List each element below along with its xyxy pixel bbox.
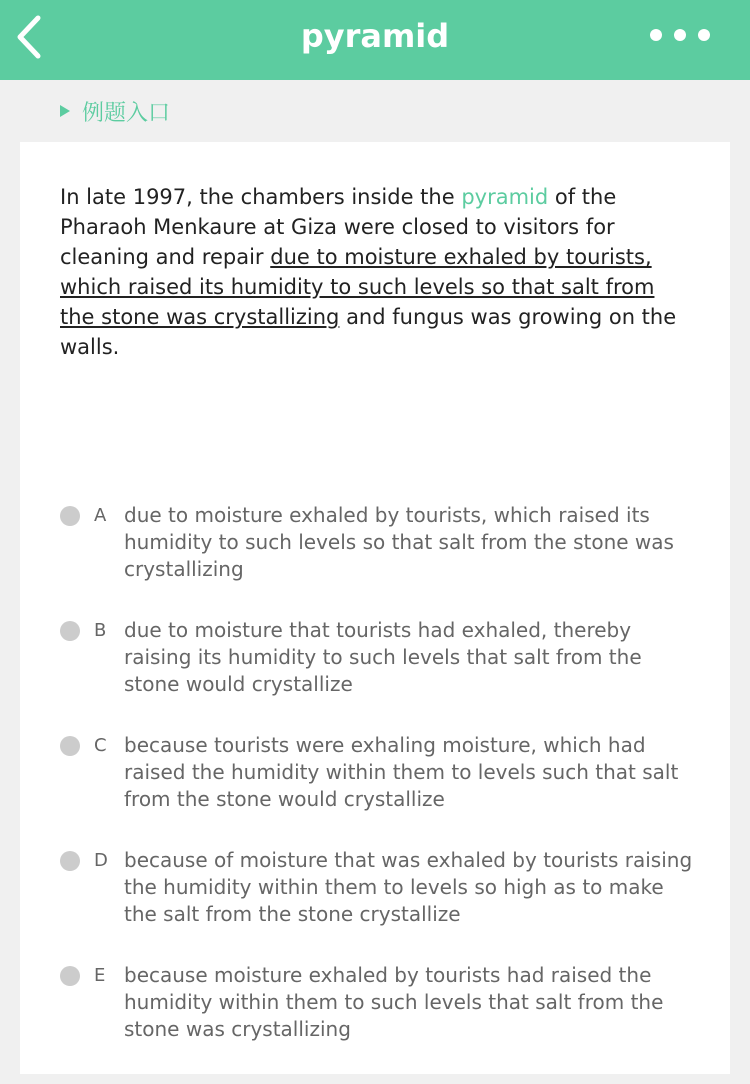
more-dot-icon xyxy=(698,29,710,41)
option-letter: D xyxy=(94,850,108,871)
stem-text: and fungus was growing on the walls. xyxy=(60,305,677,359)
more-button[interactable] xyxy=(650,28,710,42)
stem-text: of the Pharaoh Menkaure at Giza were closed to visitors for cleaning and repair xyxy=(60,185,617,269)
example-entry-link[interactable] xyxy=(60,96,170,126)
radio-icon[interactable] xyxy=(60,851,80,871)
option-text: because tourists were exhaling moisture, which had raised the humidity within them to levels such that salt from the stone would crystallize xyxy=(124,733,679,811)
radio-icon[interactable] xyxy=(60,506,80,526)
option-text: due to moisture that tourists had exhaled, thereby raising its humidity to such levels that salt from the stone would crystallize xyxy=(124,618,642,696)
question-card xyxy=(20,142,730,1074)
option-a[interactable] xyxy=(60,502,700,586)
option-c[interactable] xyxy=(60,732,700,816)
page-title: pyramid xyxy=(300,17,450,55)
question-stem xyxy=(60,182,680,362)
stem-keyword[interactable]: pyramid xyxy=(461,185,549,209)
stem-text: In late 1997, the chambers inside the xyxy=(60,185,462,209)
option-text: due to moisture exhaled by tourists, which raised its humidity to such levels so that salt from the stone was crystallizing xyxy=(124,503,674,581)
option-e[interactable] xyxy=(60,962,700,1046)
play-triangle-icon xyxy=(60,105,70,117)
more-dot-icon xyxy=(674,29,686,41)
option-text: because of moisture that was exhaled by tourists raising the humidity within them to levels so high as to make the salt from the stone crystallize xyxy=(124,848,693,926)
option-letter: A xyxy=(94,505,107,526)
more-dot-icon xyxy=(650,29,662,41)
option-d[interactable] xyxy=(60,847,700,931)
option-letter: C xyxy=(94,735,107,756)
nav-bar xyxy=(0,0,750,80)
option-letter: E xyxy=(94,965,106,986)
option-b[interactable] xyxy=(60,617,700,701)
radio-icon[interactable] xyxy=(60,736,80,756)
radio-icon[interactable] xyxy=(60,966,80,986)
radio-icon[interactable] xyxy=(60,621,80,641)
example-entry-label: 例题入口 xyxy=(82,100,171,126)
stem-underlined-portion: due to moisture exhaled by tourists, which raised its humidity to such levels so that salt from the stone was crystallizing xyxy=(60,245,655,329)
option-letter: B xyxy=(94,620,107,641)
option-text: because moisture exhaled by tourists had raised the humidity within them to such levels that salt from the stone was crystallizing xyxy=(124,963,664,1041)
